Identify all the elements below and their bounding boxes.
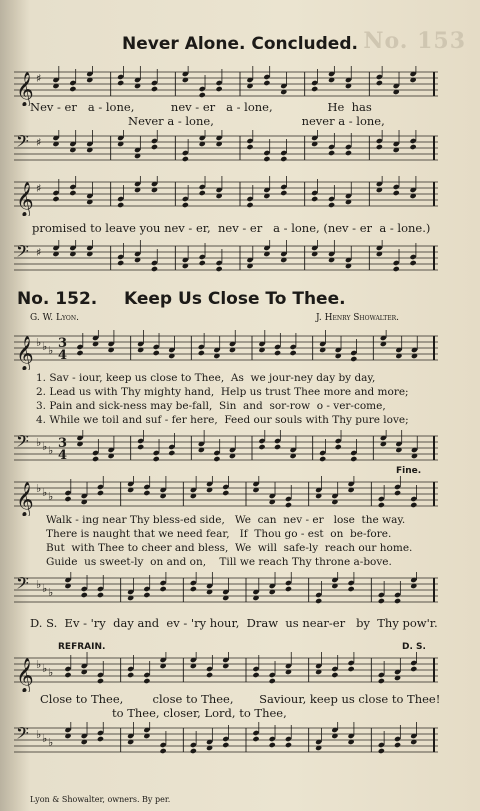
note-head [117, 80, 124, 86]
note-head [182, 202, 189, 208]
note-head [378, 748, 385, 754]
flat-icon: ♭ [42, 486, 48, 499]
note-head [319, 456, 326, 462]
note-head [143, 678, 150, 684]
flat-icon: ♭ [36, 436, 42, 449]
note-head [274, 350, 281, 356]
note-head [151, 86, 158, 92]
note-head [285, 502, 292, 508]
hymn-number: No. 152. [17, 289, 98, 309]
flat-icon: ♭ [36, 578, 42, 591]
staff-4 [0, 240, 480, 280]
lyric-line: Nev - er a - lone, nev - er a - lone, He has [30, 100, 372, 114]
copyright-footer: Lyon & Showalter, owners. By per. [30, 795, 171, 804]
note-head [274, 444, 281, 450]
note-head [263, 80, 270, 86]
bass-clef-icon: 𝄢 [16, 723, 29, 747]
flat-icon: ♭ [48, 666, 54, 679]
note-head [199, 190, 206, 196]
flat-icon: ♭ [42, 582, 48, 595]
note-head [216, 266, 223, 272]
note-head [151, 144, 158, 150]
note-head [97, 678, 104, 684]
note-head [394, 742, 401, 748]
refrain-verse-line-3: But with Thee to cheer and bless, We will safe-ly reach our home. [46, 542, 413, 554]
note-head [350, 356, 357, 362]
staff-8 [0, 572, 480, 612]
note-head [410, 260, 417, 266]
note-head [378, 598, 385, 604]
flat-icon: ♭ [36, 728, 42, 741]
note-head [127, 672, 134, 678]
note-head [328, 150, 335, 156]
note-head [263, 156, 270, 162]
note-head [143, 592, 150, 598]
note-head [64, 672, 71, 678]
flat-icon: ♭ [36, 658, 42, 671]
treble-clef-icon: 𝄞 [16, 658, 34, 692]
staff-10 [0, 722, 480, 762]
note-head [69, 190, 76, 196]
note-head [311, 196, 318, 202]
note-head [216, 86, 223, 92]
note-head [206, 672, 213, 678]
lyric-line: Never a - lone, never a - lone, [128, 114, 385, 128]
note-head [168, 450, 175, 456]
sharp-icon: ♯ [36, 182, 42, 195]
note-head [252, 672, 259, 678]
note-head [222, 490, 229, 496]
note-head [393, 266, 400, 272]
staff-3 [0, 176, 480, 216]
note-head [52, 196, 59, 202]
verse-line-2: 2. Lead us with Thy mighty hand, Help us trust Thee more and more; [36, 386, 409, 398]
fine-label: Fine. [396, 466, 422, 476]
bleed-through-text: No. 153 [363, 28, 466, 54]
note-head [285, 742, 292, 748]
note-head [117, 260, 124, 266]
note-head [410, 144, 417, 150]
bass-clef-icon: 𝄢 [16, 431, 29, 455]
treble-clef-icon: 𝄞 [16, 336, 34, 370]
refrain-verse-line-1: Walk - ing near Thy bless-ed side, We can nev - er lose the way. [46, 514, 406, 526]
treble-clef-icon: 𝄞 [16, 482, 34, 516]
lyricist-credit: G. W. Lyon. [30, 313, 79, 323]
note-head [190, 748, 197, 754]
note-head [285, 586, 292, 592]
note-head [410, 502, 417, 508]
refrain-verse-line-4: Guide us sweet-ly on and on, Till we reach Thy throne a-bove. [46, 556, 392, 568]
note-head [335, 444, 342, 450]
note-head [117, 202, 124, 208]
note-head [376, 144, 383, 150]
sharp-icon: ♯ [36, 136, 42, 149]
staff-2 [0, 130, 480, 170]
flat-icon: ♭ [36, 336, 42, 349]
flat-icon: ♭ [42, 340, 48, 353]
section-title: Never Alone. Concluded. [122, 34, 358, 54]
note-head [190, 586, 197, 592]
note-head [151, 266, 158, 272]
refrain-lyric-2: to Thee, closer, Lord, to Thee, [112, 706, 287, 720]
staff-5 [0, 330, 480, 370]
bass-clef-icon: 𝄢 [16, 131, 29, 155]
staff-9 [0, 652, 480, 692]
note-head [199, 92, 206, 98]
note-head [213, 456, 220, 462]
lyric-line: promised to leave you nev - er, nev - er a - lone, (nev - er a - lone.) [32, 221, 431, 235]
note-head [137, 444, 144, 450]
sharp-icon: ♯ [36, 246, 42, 259]
note-head [153, 350, 160, 356]
note-head [269, 678, 276, 684]
note-head [290, 350, 297, 356]
refrain-lyric-1: Close to Thee, close to Thee, Saviour, keep us close to Thee! [40, 692, 441, 706]
note-head [160, 748, 167, 754]
note-head [315, 598, 322, 604]
time-signature: 4 [58, 348, 68, 363]
refrain-verse-line-2: There is naught that we need fear, If Thou go - est on be-fore. [46, 528, 392, 540]
note-head [331, 672, 338, 678]
note-head [97, 592, 104, 598]
ds-line: D. S. Ev - 'ry day and ev - 'ry hour, Draw us near-er by Thy pow'r. [30, 616, 438, 630]
verse-line-3: 3. Pain and sick-ness may be-fall, Sin and sor-row o - ver-come, [36, 400, 386, 412]
time-signature: 3 [58, 336, 68, 351]
note-head [345, 150, 352, 156]
note-head [376, 80, 383, 86]
note-head [76, 350, 83, 356]
note-head [160, 586, 167, 592]
note-head [280, 190, 287, 196]
bass-clef-icon: 𝄢 [16, 573, 29, 597]
refrain-label: REFRAIN. [58, 642, 106, 652]
flat-icon: ♭ [48, 490, 54, 503]
time-signature: 4 [58, 448, 68, 463]
note-head [153, 456, 160, 462]
note-head [246, 144, 253, 150]
staff-6 [0, 430, 480, 470]
bass-clef-icon: 𝄢 [16, 241, 29, 265]
staff-7 [0, 476, 480, 516]
note-head [97, 490, 104, 496]
note-head [81, 592, 88, 598]
note-head [378, 502, 385, 508]
flat-icon: ♭ [48, 444, 54, 457]
flat-icon: ♭ [48, 736, 54, 749]
treble-clef-icon: 𝄞 [16, 72, 34, 106]
time-signature: 3 [58, 436, 68, 451]
flat-icon: ♭ [48, 344, 54, 357]
flat-icon: ♭ [42, 732, 48, 745]
note-head [246, 202, 253, 208]
note-head [143, 490, 150, 496]
note-head [328, 202, 335, 208]
note-head [182, 156, 189, 162]
note-head [64, 496, 71, 502]
note-head [393, 190, 400, 196]
note-head [311, 86, 318, 92]
note-head [198, 350, 205, 356]
note-head [410, 666, 417, 672]
ds-label: D. S. [402, 642, 426, 652]
note-head [97, 736, 104, 742]
flat-icon: ♭ [42, 662, 48, 675]
verse-line-4: 4. While we toil and suf - fer here, Feed our souls with Thy pure love; [36, 414, 409, 426]
note-head [199, 260, 206, 266]
note-head [69, 86, 76, 92]
note-head [394, 598, 401, 604]
note-head [348, 586, 355, 592]
treble-clef-icon: 𝄞 [16, 182, 34, 216]
note-head [92, 456, 99, 462]
note-head [222, 742, 229, 748]
note-head [350, 456, 357, 462]
composer-credit: J. Henry Showalter. [316, 313, 400, 323]
flat-icon: ♭ [48, 586, 54, 599]
verse-line-1: 1. Sav - iour, keep us close to Thee, As we jour-ney day by day, [36, 372, 376, 384]
note-head [252, 736, 259, 742]
note-head [394, 490, 401, 496]
note-head [280, 156, 287, 162]
flat-icon: ♭ [36, 482, 42, 495]
hymn-title: Keep Us Close To Thee. [124, 289, 346, 309]
note-head [269, 742, 276, 748]
note-head [378, 678, 385, 684]
note-head [258, 444, 265, 450]
sharp-icon: ♯ [36, 72, 42, 85]
note-head [348, 666, 355, 672]
flat-icon: ♭ [42, 440, 48, 453]
